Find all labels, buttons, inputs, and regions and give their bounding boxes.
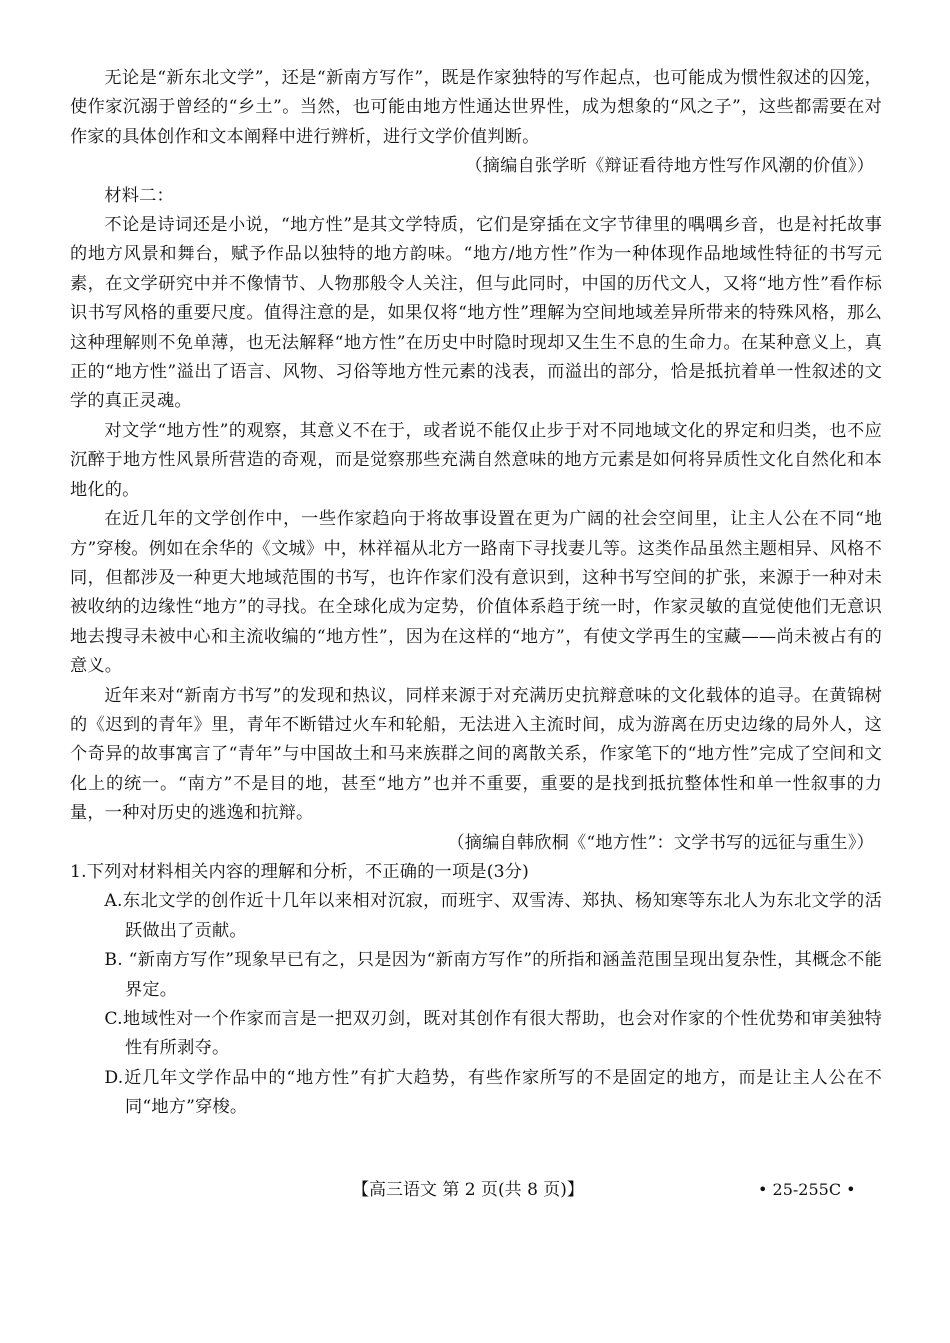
material2-paragraph-4: 近年来对“新南方书写”的发现和热议，同样来源于对充满历史抗辩意味的文化载体的追寻。在黄锦树的《迟到的青年》里，青年不断错过火车和轮船，无法进入主流时间，成为游离在历史边缘的局外人，这个奇异的故事寓言了“青年”与中国故土和马来族群之间的离散关系，作家笔下的“地方性”完成了空间和文化上的统一。“南方”不是目的地，甚至“地方”也并不重要，重要的是找到抵抗整体性和单一性叙事的力量，一种对历史的逃逸和抗辩。 (70, 685, 882, 824)
document-page (70, 64, 882, 1123)
question-1-option-a: A.东北文学的创作近十几年以来相对沉寂，而班宇、双雪涛、郑执、杨知寒等东北人为东北文学的活跃做出了贡献。 (104, 891, 882, 941)
material2-label: 材料二： (104, 185, 174, 206)
material2-paragraph-3: 在近几年的文学创作中，一些作家趋向于将故事设置在更为广阔的社会空间里，让主人公在不同“地方”穿梭。例如在余华的《文城》中，林祥福从北方一路南下寻找妻儿等。这类作品虽然主题相异、风格不同，但都涉及一种更大地域范围的书写，也许作家们没有意识到，这种书写空间的扩张，来源于一种对未被收纳的边缘性“地方”的寻找。在全球化成为定势，价值体系趋于统一时，作家灵敏的直觉使他们无意识地去搜寻未被中心和主流收编的“地方性”，因为在这样的“地方”，有使文学再生的宝藏——尚未被占有的意义。 (70, 509, 882, 677)
question-1-option-b: B. “新南方写作”现象早已有之，只是因为“新南方写作”的所指和涵盖范围呈现出复杂性，其概念不能界定。 (104, 950, 882, 1000)
material2-paragraph-1: 不论是诗词还是小说，“地方性”是其文学特质，它们是穿插在文字节律里的喁喁乡音，也是衬托故事的地方风景和舞台，赋予作品以独特的地方韵味。“地方/地方性”作为一种体现作品地域性特征的书写元素，在文学研究中并不像情节、人物那般令人关注，但与此同时，中国的历代文人，又将“地方性”看作标识书写风格的重要尺度。值得注意的是，如果仅将“地方性”理解为空间地域差异所带来的特殊风格，那么这种理解则不免单薄，也无法解释“地方性”在历史中时隐时现却又生生不息的生命力。在某种意义上，真正的“地方性”溢出了语言、风物、习俗等地方性元素的浅表，而溢出的部分，恰是抵抗着单一性叙述的文学的真正灵魂。 (70, 215, 882, 412)
material1-closing-paragraph: 无论是“新东北文学”，还是“新南方写作”，既是作家独特的写作起点，也可能成为惯性叙述的囚笼，使作家沉溺于曾经的“乡土”。当然，也可能由地方性通达世界性，成为想象的“风之子”，这些都需要在对作家的具体创作和文本阐释中进行辨析，进行文学价值判断。 (70, 68, 882, 147)
material1-source: （摘编自张学昕《辩证看待地方性写作风潮的价值》） (465, 156, 874, 177)
question-1-option-d: D.近几年文学作品中的“地方性”有扩大趋势，有些作家所写的不是固定的地方，而是让主人公在不同“地方”穿梭。 (104, 1067, 882, 1118)
material2-paragraph-2: 对文学“地方性”的观察，其意义不在于，或者说不能仅止步于对不同地域文化的界定和归类，也不应沉醉于地方性风景所营造的奇观，而是觉察那些充满自然意味的地方元素是如何将异质性文化自然化和本地化的。 (70, 420, 882, 500)
question-1-stem: 1.下列对材料相关内容的理解和分析，不正确的一项是(3分) (70, 861, 530, 882)
material2-source: （摘编自韩欣桐《“地方性”：文学书写的远征与重生》） (447, 832, 874, 853)
footer-page-label: 【高三语文 第 2 页(共 8 页)】 (352, 1180, 584, 1200)
question-1-option-c: C.地域性对一个作家而言是一把双刃剑，既对其创作有很大帮助，也会对作家的个性优势和审美独特性有所剥夺。 (104, 1009, 882, 1059)
footer-exam-code: • 25-255C • (758, 1180, 856, 1199)
